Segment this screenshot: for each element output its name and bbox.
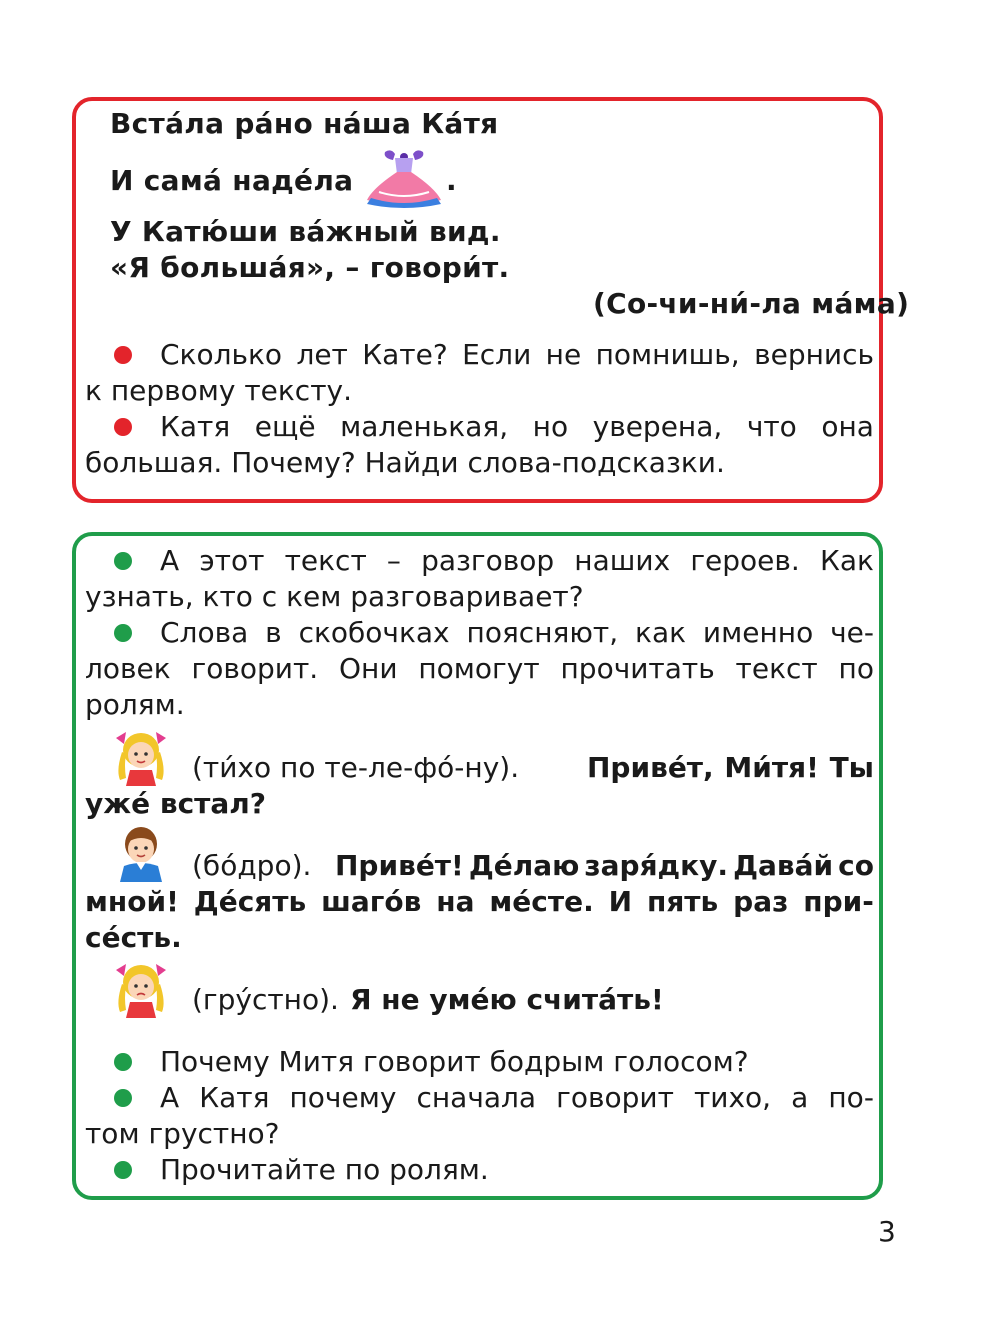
red-question-1-line-1: Сколько лет Кате? Если не помнишь, вернись bbox=[160, 338, 874, 371]
bullet-icon bbox=[114, 346, 132, 364]
poem-author: (Со-чи-ни́-ла ма́ма) bbox=[593, 287, 910, 320]
katya-speech-1b: уже́ встал? bbox=[85, 787, 267, 820]
poem-line-4: «Я больша́я», – говори́т. bbox=[110, 251, 510, 284]
green-intro-2-line-3: ролям. bbox=[85, 688, 185, 721]
bullet-icon bbox=[114, 552, 132, 570]
mitya-speech-c: се́сть. bbox=[85, 921, 182, 954]
red-question-2-line-2: большая. Почему? Найди слова-подсказки. bbox=[85, 446, 725, 479]
poem-line-1: Вста́ла ра́но на́ша Ка́тя bbox=[110, 107, 499, 140]
green-question-2-line-2: том грустно? bbox=[85, 1117, 280, 1150]
green-intro-1-line-2: узнать, кто с кем разговаривает? bbox=[85, 580, 584, 613]
green-question-1: Почему Митя говорит бодрым голосом? bbox=[160, 1045, 749, 1078]
bullet-icon bbox=[114, 1053, 132, 1071]
bullet-icon bbox=[114, 418, 132, 436]
green-intro-2-line-2: ловек говорит. Они помогут прочитать текст по bbox=[85, 652, 874, 685]
poem-line-2: И сама́ наде́ла bbox=[110, 164, 354, 197]
bullet-icon bbox=[114, 1089, 132, 1107]
red-question-2-line-1: Катя ещё маленькая, но уверена, что она bbox=[160, 410, 874, 443]
katya-remark-1: (ти́хо по те-ле-фо́-ну). bbox=[192, 751, 520, 784]
katya-speech-1a: Приве́т, Ми́тя! Ты bbox=[587, 751, 874, 784]
green-intro-1-line-1: А этот текст – разговор наших героев. Как bbox=[160, 544, 874, 577]
katya-speech-2: Я не уме́ю счита́ть! bbox=[350, 983, 664, 1016]
mitya-remark: (бо́дро). bbox=[192, 849, 312, 882]
green-question-3: Прочитайте по ролям. bbox=[160, 1153, 489, 1186]
katya-icon bbox=[110, 728, 172, 786]
bullet-icon bbox=[114, 624, 132, 642]
mitya-speech-a: Приве́т! Де́лаю заря́дку. Дава́й со bbox=[335, 849, 874, 882]
green-intro-2-line-1: Слова в скобочках поясняют, как именно че- bbox=[160, 616, 874, 649]
dress-icon bbox=[365, 148, 443, 210]
katya-icon bbox=[110, 960, 172, 1018]
mitya-speech-b: мной! Де́сять шаго́в на ме́сте. И пять раз при- bbox=[85, 885, 874, 918]
poem-line-3: У Катю́ши ва́жный вид. bbox=[110, 215, 501, 248]
mitya-icon bbox=[110, 822, 172, 882]
katya-remark-2: (гру́стно). bbox=[192, 983, 339, 1016]
red-question-1-line-2: к первому тексту. bbox=[85, 374, 352, 407]
green-question-2-line-1: А Катя почему сначала говорит тихо, а по- bbox=[160, 1081, 874, 1114]
page-number: 3 bbox=[878, 1215, 896, 1248]
bullet-icon bbox=[114, 1161, 132, 1179]
poem-line-2-end: . bbox=[446, 164, 457, 197]
